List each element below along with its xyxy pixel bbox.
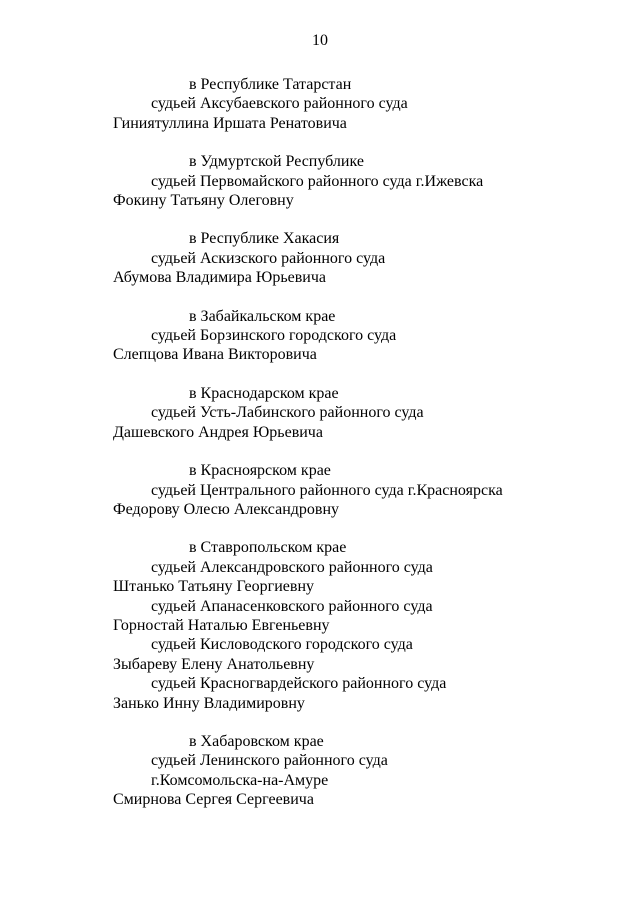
region-heading: в Красноярском крае [189,462,331,480]
court-line: судьей Аскизского районного суда [151,249,386,267]
court-line: судьей Апанасенковского районного суда [151,597,433,615]
region-heading: в Ставропольском крае [189,539,347,557]
court-line: судьей Ленинского районного суда [151,752,388,770]
region-heading: в Удмуртской Республике [189,153,364,171]
judge-name: Фокину Татьяну Олеговну [113,192,294,210]
region-heading: в Забайкальском крае [189,307,336,325]
appointment-list [0,75,640,829]
region-section [0,384,640,442]
court-line: судьей Центрального районного суда г.Красноярска [151,481,503,499]
judge-name: Гиниятуллина Иршата Ренатовича [113,114,347,132]
region-section [0,152,640,210]
judge-name: Смирнова Сергея Сергеевича [113,791,314,809]
region-heading: в Республике Хакасия [189,230,340,248]
court-line: судьей Усть-Лабинского районного суда [151,404,424,422]
region-heading: в Хабаровском крае [189,732,324,750]
region-section [0,538,640,713]
judge-name: Дашевского Андрея Юрьевича [113,423,323,441]
region-section [0,75,640,133]
region-section [0,229,640,287]
judge-name: Штанько Татьяну Георгиевну [113,578,314,596]
region-section [0,732,640,810]
page-number: 10 [312,32,328,49]
court-line: судьей Кисловодского городского суда [151,636,413,654]
region-heading: в Краснодарском крае [189,384,339,402]
judge-name: Занько Инну Владимировну [113,694,305,712]
court-line: судьей Аксубаевского районного суда [151,95,408,113]
court-line: г.Комсомольска-на-Амуре [151,771,329,789]
judge-name: Абумова Владимира Юрьевича [113,269,326,287]
region-section [0,461,640,519]
judge-name: Горностай Наталью Евгеньевну [113,616,330,634]
judge-name: Зыбареву Елену Анатольевну [113,655,315,673]
region-heading: в Республике Татарстан [189,76,352,93]
court-line: судьей Борзинского городского суда [151,327,397,345]
region-section [0,307,640,365]
judge-name: Слепцова Ивана Викторовича [113,346,317,364]
court-line: судьей Первомайского районного суда г.Ижевска [151,172,484,190]
court-line: судьей Красногвардейского районного суда [151,675,447,693]
court-line: судьей Александровского районного суда [151,558,433,576]
judge-name: Федорову Олесю Александровну [113,500,340,518]
